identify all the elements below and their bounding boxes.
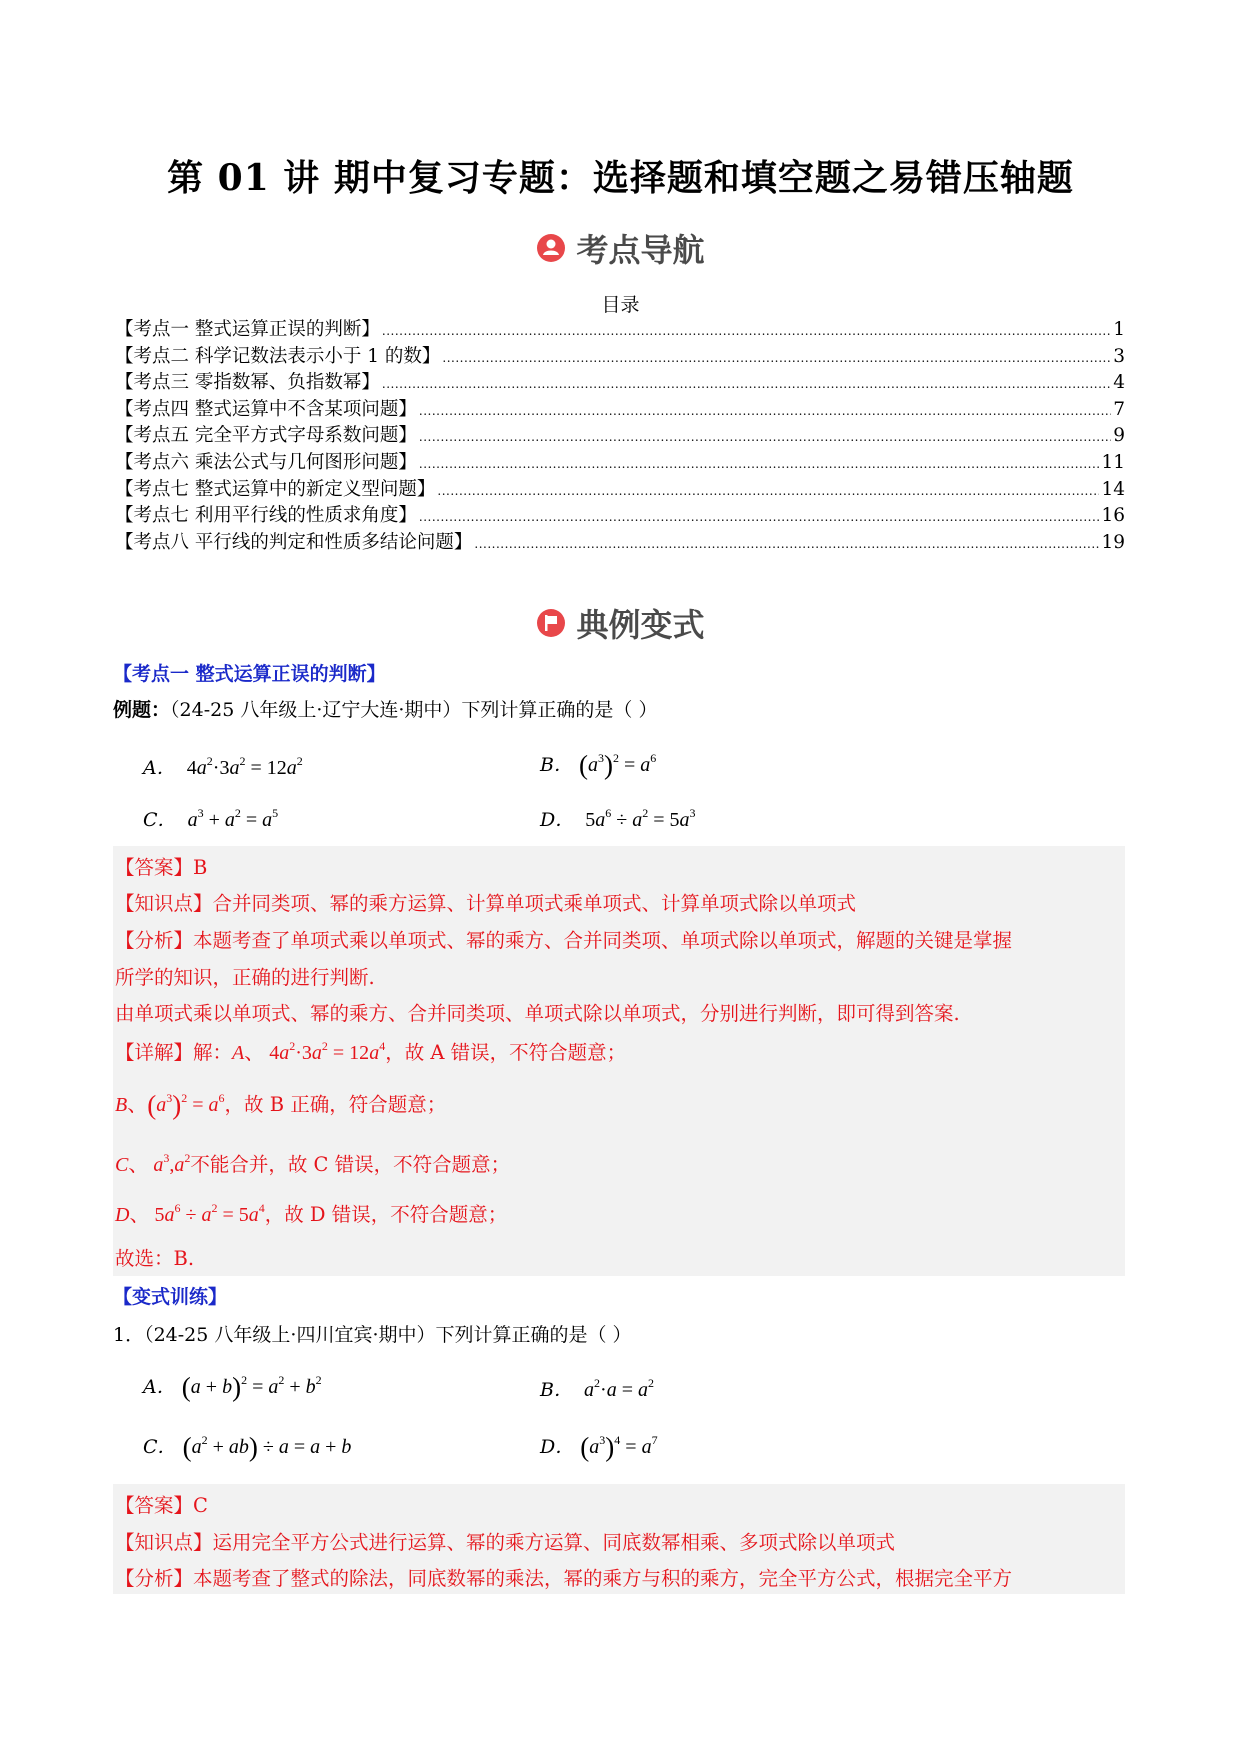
nav-heading (0, 225, 1241, 271)
toc-item[interactable]: 【考点一 整式运算正误的判断】 ..... 1 (115, 315, 1125, 342)
detail-a: 【详解】解：A、 $4a^2\cdot 3a^2 = 12a^4$，故 A 错误，不符合题意； (115, 1039, 627, 1064)
examples-heading-text: 典例变式 (576, 606, 705, 644)
answer: 【答案】B (115, 856, 208, 879)
analysis-line-3: 由单项式乘以单项式、幂的乘方、合并同类项、单项式除以单项式，分别进行判断，即可得到答案. (115, 1002, 960, 1025)
page-title: 第 01 讲 期中复习专题：选择题和填空题之易错压轴题 (167, 157, 1074, 199)
q1-stem: 1．（24-25 八年级上·四川宜宾·期中）下列计算正确的是（ ） (113, 1324, 632, 1346)
examples-heading (0, 600, 1241, 646)
toc-title: 目录 (601, 294, 640, 316)
flag-icon (536, 608, 566, 638)
analysis-line-1: 【分析】本题考查了单项式乘以单项式、幂的乘方、合并同类项、单项式除以单项式，解题的关键是掌握 (115, 929, 1013, 952)
option-d[interactable]: D． $5a^6 \div a^2 = 5a^3$ (540, 806, 696, 831)
q1-option-a[interactable]: A． $(a + b)^2 = a^2 + b^2$ (143, 1372, 322, 1402)
q1-knowledge: 【知识点】运用完全平方公式进行运算、幂的乘方运算、同底数幂相乘、多项式除以单项式 (115, 1531, 896, 1554)
variant-heading: 【变式训练】 (113, 1286, 228, 1308)
section-heading: 【考点一 整式运算正误的判断】 (113, 663, 386, 685)
toc-item[interactable]: 【考点六 乘法公式与几何图形问题】 ..... 11 (115, 448, 1125, 475)
q1-option-c[interactable]: C． $(a^2 + ab) \div a = a + b$ (143, 1432, 352, 1462)
table-of-contents (115, 315, 1125, 554)
toc-item[interactable]: 【考点七 整式运算中的新定义型问题】 ..... 14 (115, 475, 1125, 502)
toc-item[interactable]: 【考点三 零指数幂、负指数幂】 ..... 4 (115, 368, 1125, 395)
toc-item[interactable]: 【考点八 平行线的判定和性质多结论问题】 ..... 19 (115, 528, 1125, 555)
detail-d: D、 $5a^6 \div a^2 = 5a^4$，故 D 错误，不符合题意； (115, 1201, 508, 1226)
toc-item[interactable]: 【考点二 科学记数法表示小于 1 的数】 ..... 3 (115, 342, 1125, 369)
option-c[interactable]: C． $a^3 + a^2 = a^5$ (143, 806, 279, 831)
option-a[interactable]: A． $4a^2\cdot 3a^2 = 12a^2$ (143, 754, 303, 779)
nav-heading-text: 考点导航 (576, 231, 705, 269)
q1-option-d[interactable]: D． $(a^3)^4 = a^7$ (540, 1432, 658, 1462)
q1-analysis: 【分析】本题考查了整式的除法，同底数幂的乘法，幂的乘方与积的乘方，完全平方公式，根据完全平方 (115, 1567, 1013, 1590)
user-icon (536, 233, 566, 263)
toc-item[interactable]: 【考点五 完全平方式字母系数问题】 ..... 9 (115, 421, 1125, 448)
toc-item[interactable]: 【考点七 利用平行线的性质求角度】 ..... 16 (115, 501, 1125, 528)
detail-c: C、 $a^3,a^2$不能合并，故 C 错误，不符合题意； (115, 1151, 511, 1176)
q1-option-b[interactable]: B． $a^2\cdot a = a^2$ (540, 1376, 654, 1401)
option-b[interactable]: B． $(a^3)^2 = a^6$ (540, 750, 657, 780)
q1-answer: 【答案】C (115, 1494, 208, 1517)
example-stem: 例题：（24-25 八年级上·辽宁大连·期中）下列计算正确的是（ ） (113, 699, 658, 721)
detail-b: B、$(a^3)^2 = a^6$，故 B 正确，符合题意； (115, 1090, 447, 1120)
toc-item[interactable]: 【考点四 整式运算中不含某项问题】 ..... 7 (115, 395, 1125, 422)
analysis-line-2: 所学的知识，正确的进行判断. (115, 966, 375, 989)
conclusion: 故选：B. (115, 1247, 195, 1270)
knowledge-points: 【知识点】合并同类项、幂的乘方运算、计算单项式乘单项式、计算单项式除以单项式 (115, 892, 857, 915)
